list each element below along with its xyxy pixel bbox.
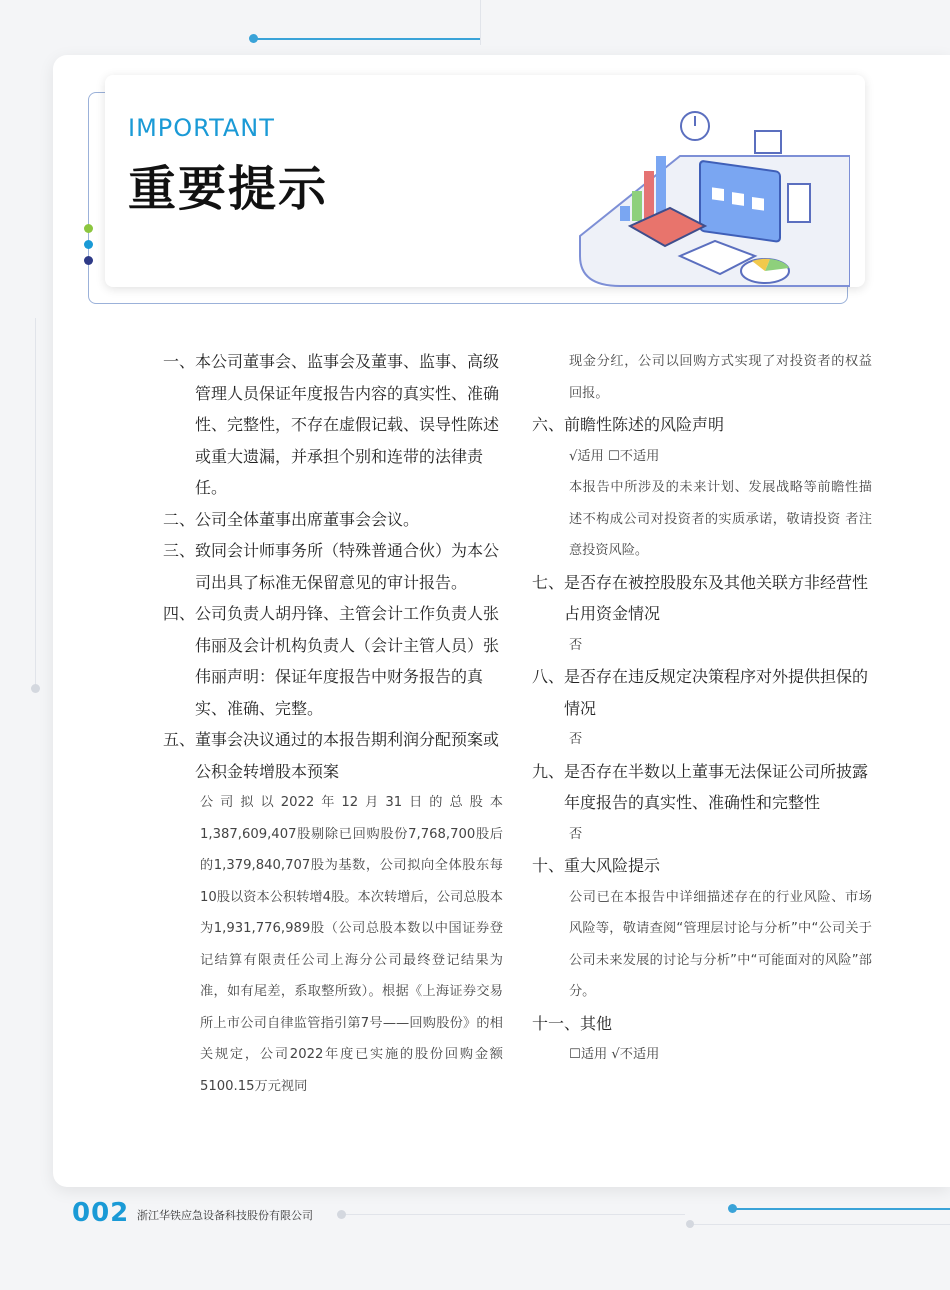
list-item	[532, 409, 872, 441]
applicability-status: √适用 ☐不适用	[569, 448, 660, 464]
header-label-en: IMPORTANT	[128, 114, 275, 142]
applicability-status: ☐适用 √不适用	[569, 1047, 660, 1062]
page-title: 重要提示	[128, 161, 329, 217]
decor-dot	[728, 1204, 737, 1213]
item-text: 重大风险提示	[564, 856, 661, 875]
item-number: 四、	[163, 604, 196, 623]
decor-line	[480, 0, 481, 45]
list-item	[532, 567, 872, 630]
chart-card-icon	[755, 131, 781, 153]
document-icon	[788, 184, 810, 222]
item-answer: 否	[569, 826, 583, 842]
decor-dot	[249, 34, 258, 43]
decor-dot	[686, 1220, 694, 1228]
bar-icon	[632, 191, 642, 221]
item-text: 致同会计师事务所（特殊普通合伙）为本公司出具了标准无保留意见的审计报告。	[195, 541, 500, 592]
list-item	[163, 598, 503, 724]
item-number: 三、	[163, 541, 196, 560]
item-text: 是否存在违反规定决策程序对外提供担保的情况	[564, 667, 869, 718]
item-text: 前瞻性陈述的风险声明	[564, 415, 725, 434]
list-item	[163, 504, 503, 536]
decor-line	[690, 1224, 950, 1225]
decor-blue-line	[732, 1208, 950, 1210]
decor-line	[35, 318, 36, 688]
right-column	[532, 346, 872, 1071]
item-text: 董事会决议通过的本报告期利润分配预案或公积金转增股本预案	[195, 730, 500, 781]
left-column	[163, 346, 503, 1102]
item-number: 一、	[163, 352, 196, 371]
item-text: 公司全体董事出席董事会会议。	[195, 509, 420, 529]
decor-dot	[31, 684, 40, 693]
bar-icon	[644, 171, 654, 221]
green-dot	[84, 224, 93, 233]
list-item	[532, 756, 872, 819]
list-item	[163, 346, 503, 504]
item-number: 七、	[532, 572, 565, 592]
item-text: 本公司董事会、监事会及董事、监事、高级管理人员保证年度报告内容的真实性、准确性、完整性，不存在虚假记载、误导性陈述或重大遗漏，并承担个别和连带的法律责任。	[195, 352, 500, 497]
item-text: 是否存在半数以上董事无法保证公司所披露年度报告的真实性、准确性和完整性	[564, 761, 869, 812]
item-detail: 本报告中所涉及的未来计划、发展战略等前瞻性描述不构成公司对投资者的实质承诺，敬请投资 者注意投资风险。	[569, 480, 872, 558]
dividend-detail: 公司拟以2022年12月31日的总股本1,387,609,407股剔除已回购股份7,768,700股后的1,379,840,707股为基数，公司拟向全体股东每10股以资本公积转增4股。本次转增后，公司总股本为1,931,776,989股（公司总股本数以中国证券登记结算有限责任公司上海分公司最终登记结果为准，如有尾差，系取整所致）。根据《上海证券交易所上市公司自律监管指引第7号——回购股份》的相关规定，公司2022年度已实施的股份回购金额5100.15万元视同	[200, 795, 503, 1094]
item-number: 六、	[532, 415, 565, 434]
page-number: 002	[72, 1198, 130, 1228]
item-detail: 公司已在本报告中详细描述存在的行业风险、市场风险等，敬请查阅“管理层讨论与分析”中“公司关于公司未来发展的讨论与分析”中“可能面对的风险”部分。	[569, 889, 872, 999]
blue-dot	[84, 240, 93, 249]
item-number: 二、	[163, 509, 196, 529]
decor-blue-line	[255, 38, 480, 40]
item-number: 八、	[532, 667, 565, 686]
item-text: 是否存在被控股股东及其他关联方非经营性占用资金情况	[564, 572, 869, 623]
decor-dot	[337, 1210, 346, 1219]
item-answer: 否	[569, 732, 583, 747]
item-text: 其他	[580, 1013, 613, 1033]
bar-icon	[620, 206, 630, 221]
list-item	[163, 535, 503, 598]
company-name: 浙江华铁应急设备科技股份有限公司	[137, 1209, 313, 1222]
list-item	[532, 661, 872, 724]
list-item	[532, 850, 872, 882]
footer-line	[340, 1214, 685, 1215]
navy-dot	[84, 256, 93, 265]
item-text: 公司负责人胡丹锋、主管会计工作负责人张伟丽及会计机构负责人（会计主管人员）张伟丽声明：保证年度报告中财务报告的真实、准确、完整。	[195, 604, 500, 718]
item-number: 十、	[532, 856, 565, 875]
dividend-detail-continued: 现金分红，公司以回购方式实现了对投资者的权益回报。	[569, 354, 872, 401]
item-answer: 否	[569, 637, 583, 653]
item-number: 十一、	[532, 1013, 581, 1033]
list-item	[532, 1008, 872, 1040]
dashboard-illustration	[560, 96, 850, 292]
list-item	[163, 724, 503, 787]
item-number: 五、	[163, 730, 196, 749]
item-number: 九、	[532, 761, 565, 781]
